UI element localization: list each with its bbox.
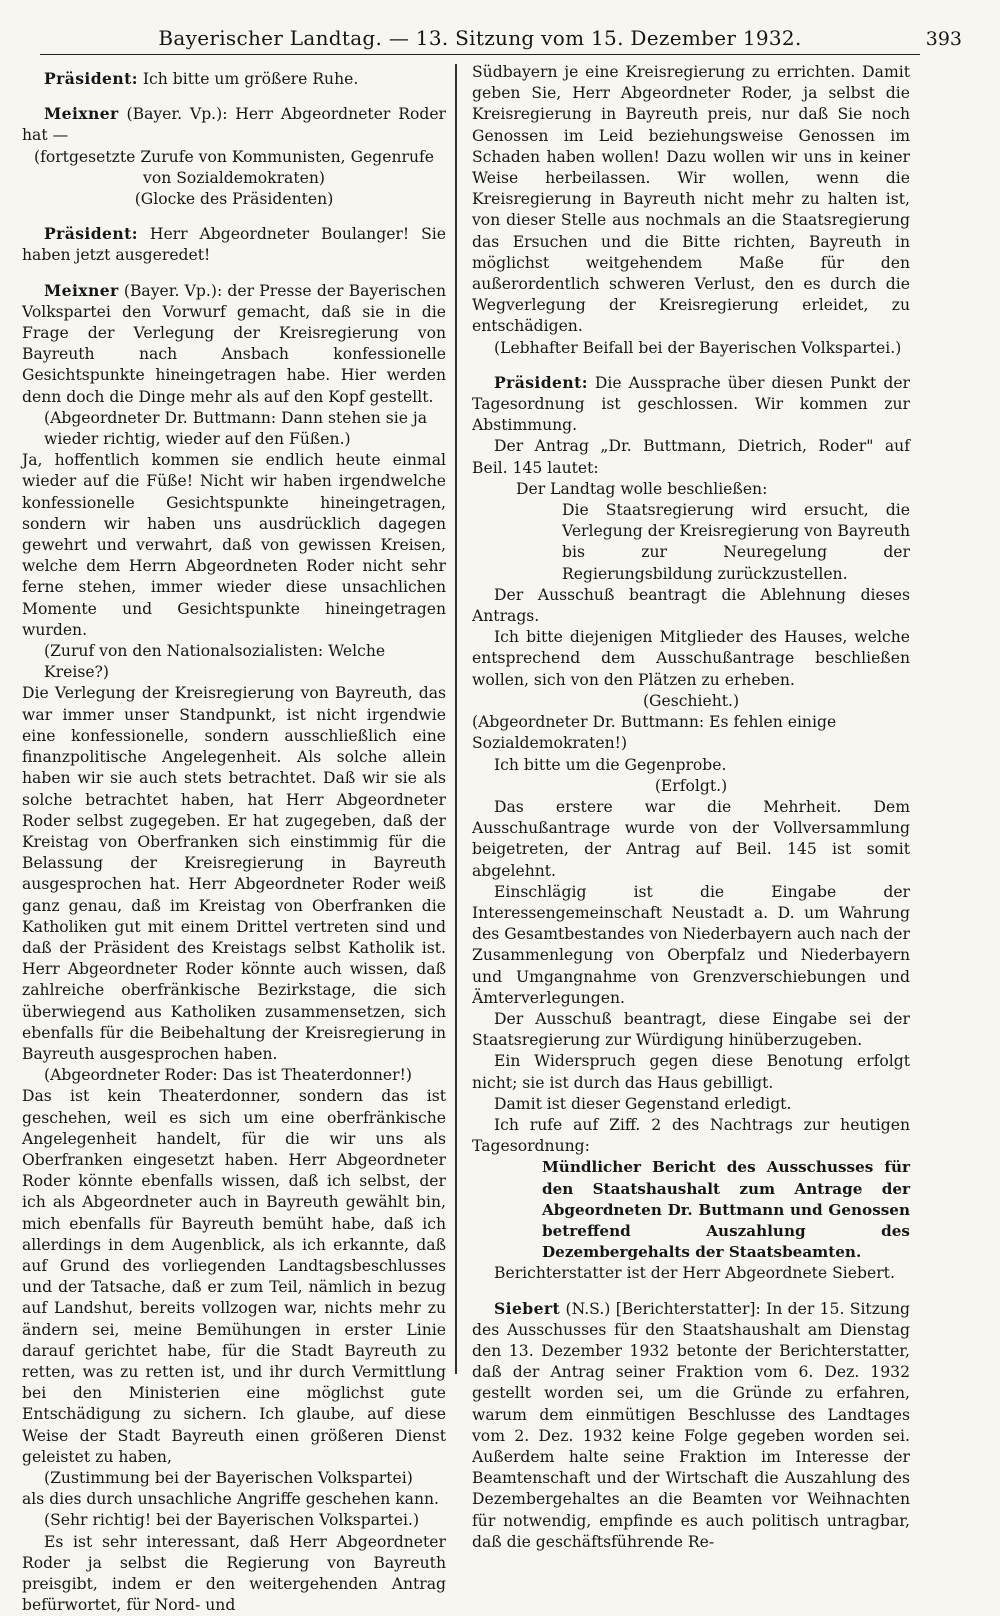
interjection: (Erfolgt.): [654, 776, 728, 795]
interjection: (Sehr richtig! bei der Bayerischen Volkspartei.): [44, 1511, 420, 1530]
paragraph: Ich rufe auf Ziff. 2 des Nachtrags zur heutigen Tagesordnung:: [472, 1115, 910, 1156]
speech-text: (N.S.) [Berichterstatter]: In der 15. Sitzung des Ausschusses für den Staatshaushalt am Dienstag den 13. Dezember 1932 betonte der Berichterstatter, daß der Antrag seiner Fraktion vom 6. Dez. 1932 gestellt worden sei, um die Gründe zu erfahren, warum dem einmütigen Beschlusse des Landtages vom 2. Dez. 1932 keine Folge gegeben worden sei. Außerdem halte seine Fraktion im Interesse der Beamtenschaft und der Wirtschaft die Auszahlung des Dezembergehaltes an die Beamten vor Weihnachten für notwendig, empfinde es auch politisch untragbar, daß die geschäftsführende Re-: [472, 1299, 910, 1551]
left-column: [22, 62, 446, 1616]
interjection: (Abgeordneter Dr. Buttmann: Es fehlen einige Sozialdemokraten!): [472, 713, 837, 753]
interjection: (Lebhafter Beifall bei der Bayerischen Volkspartei.): [494, 338, 902, 357]
paragraph: [22, 68, 446, 90]
paragraph: Der Landtag wolle beschließen:: [516, 479, 768, 498]
interjection: (fortgesetzte Zurufe von Kommunisten, Gegenrufe von Sozialdemokraten): [33, 147, 435, 187]
interjection: (Geschieht.): [642, 691, 740, 710]
paragraph: Ja, hoffentlich kommen sie endlich heute einmal wieder auf die Füße! Nicht wir haben irgendwelche konfessionelle Gesichtspunkte hineingetragen, sondern wir haben uns ausdrücklich dagegen gewehrt und verwahrt, daß von gewissen Kreisen, welche dem Herrn Abgeordneten Roder nicht sehr ferne stehen, immer wieder diese unsachlichen Momente und Gesichtspunkte hineingetragen wurden.: [22, 451, 446, 639]
page-number: 393: [925, 28, 962, 50]
column-divider: [455, 64, 457, 1374]
running-title: Bayerischer Landtag. — 13. Sitzung vom 15. Dezember 1932.: [158, 26, 802, 50]
right-column: [472, 62, 910, 1553]
paragraph: Das erstere war die Mehrheit. Dem Ausschußantrage wurde von der Vollversammlung beigetreten, der Antrag auf Beil. 145 ist somit abgelehnt.: [472, 797, 910, 880]
paragraph: Der Ausschuß beantragt die Ablehnung dieses Antrags.: [472, 585, 910, 626]
speaker-name: Präsident:: [44, 224, 138, 244]
motion-text: Die Staatsregierung wird ersucht, die Verlegung der Kreisregierung von Bayreuth bis zur Neuregelung der Regierungsbildung zurückzustellen.: [562, 501, 910, 583]
paragraph: Einschlägig ist die Eingabe der Interessengemeinschaft Neustadt a. D. um Wahrung des Gesamtbestandes von Niederbayern auch nach der Zusammenlegung von Oberpfalz und Niederbayern und Umgangnahme von Grenzverschiebungen und Ämterverlegungen.: [472, 882, 910, 1007]
paragraph: Der Antrag „Dr. Buttmann, Dietrich, Roder" auf Beil. 145 lautet:: [472, 437, 910, 477]
interjection: (Abgeordneter Dr. Buttmann: Dann stehen sie ja wieder richtig, wieder auf den Füßen.): [44, 408, 428, 449]
paragraph: [22, 280, 446, 408]
paragraph: Es ist sehr interessant, daß Herr Abgeordneter Roder ja selbst die Regierung von Bayreuth preisgibt, indem er den weitergehenden Antrag befürwortet, für Nord- und: [22, 1532, 446, 1615]
paragraph: [472, 372, 910, 437]
speaker-name: Präsident:: [494, 372, 588, 392]
paragraph: [472, 1298, 910, 1553]
agenda-item-title: Mündlicher Bericht des Ausschusses für den Staatshaushalt zum Antrage der Abgeordneten Dr. Buttmann und Genossen betreffend Auszahlung des Dezembergehalts der Staatsbeamten.: [542, 1158, 910, 1262]
speaker-name: Meixner: [44, 104, 119, 124]
paragraph: Damit ist dieser Gegenstand erledigt.: [494, 1094, 792, 1113]
paragraph: Ich bitte diejenigen Mitglieder des Hauses, welche entsprechend dem Ausschußantrage beschließen wollen, sich von den Plätzen zu erheben.: [472, 628, 910, 689]
speech-text: Die Aussprache über diesen Punkt der Tagesordnung ist geschlossen. Wir kommen zur Abstimmung.: [472, 373, 910, 435]
paragraph: Südbayern je eine Kreisregierung zu errichten. Damit geben Sie, Herr Abgeordneter Roder, ja selbst die Kreisregierung in Bayreuth preis, nur daß Sie noch Genossen im Leid beziehungsweise Genossen im Schaden haben wollen! Dazu wollen wir uns in keiner Weise herbeilassen. Wir wollen, wenn die Kreisregierung in Bayreuth nicht mehr zu halten ist, von dieser Stelle aus nochmals an die Staatsregierung das Ersuchen und die Bitte richten, Bayreuth in möglichst weitgehendem Maße für den außerordentlich schweren Verlust, den es durch die Wegverlegung der Kreisregierung erleidet, zu entschädigen.: [472, 63, 910, 336]
paragraph: Das ist kein Theaterdonner, sondern das ist geschehen, weil es sich um eine oberfränkische Angelegenheit handelt, für die wir uns als Oberfranken eingesetzt haben. Herr Abgeordneter Roder könnte ebenfalls wissen, daß ich selbst, der ich als Abgeordneter auch in Bayreuth gewählt bin, mich ebenfalls für Bayreuth bemüht habe, daß ich allerdings in dem Augenblick, als ich erkannte, daß auf Grund des vorliegenden Landtagsbeschlusses und der Tatsache, daß er zum Teil, nämlich in bezug auf Landshut, bereits vollzogen war, nichts mehr zu ändern sei, meine Bemühungen in erster Linie darauf gerichtet habe, für die Stadt Bayreuth zu retten, was zu retten ist, und ihr durch Vermittlung bei den Ministerien eine möglichst gute Entschädigung zu sichern. Ich glaube, auf diese Weise der Stadt Bayreuth einen größeren Dienst geleistet zu haben,: [22, 1087, 446, 1466]
paragraph: als dies durch unsachliche Angriffe geschehen kann.: [22, 1490, 439, 1509]
speaker-name: Meixner: [44, 280, 119, 300]
running-header: [40, 24, 962, 55]
interjection: (Glocke des Präsidenten): [134, 190, 334, 209]
speech-text: (Bayer. Vp.): Herr Abgeordneter Roder hat —: [22, 105, 446, 145]
paragraph: Ich bitte um die Gegenprobe.: [494, 755, 727, 774]
interjection: (Abgeordneter Roder: Das ist Theaterdonner!): [44, 1066, 412, 1085]
interjection: (Zuruf von den Nationalsozialisten: Welche Kreise?): [44, 642, 386, 682]
paragraph: Der Ausschuß beantragt, diese Eingabe sei der Staatsregierung zur Würdigung hinüberzugeben.: [472, 1009, 910, 1050]
speaker-name: Siebert: [494, 1298, 561, 1318]
paragraph: [22, 223, 446, 266]
speech-text: Herr Abgeordneter Boulanger! Sie haben jetzt ausgeredet!: [22, 225, 446, 265]
paragraph: Ein Widerspruch gegen diese Benotung erfolgt nicht; sie ist durch das Haus gebilligt.: [472, 1052, 910, 1092]
paragraph: [22, 103, 446, 146]
speech-text: Ich bitte um größere Ruhe.: [142, 70, 359, 88]
interjection: (Zustimmung bei der Bayerischen Volkspartei): [44, 1469, 413, 1487]
paragraph: Berichterstatter ist der Herr Abgeordnete Siebert.: [494, 1264, 895, 1283]
speech-text: (Bayer. Vp.): der Presse der Bayerischen Volkspartei den Vorwurf gemacht, daß sie in die Frage der Verlegung der Kreisregierung von Bayreuth nach Ansbach konfessionelle Gesichtspunkte hineingetragen habe. Hier werden denn doch die Dinge mehr als auf den Kopf gestellt.: [22, 281, 446, 406]
speaker-name: Präsident:: [44, 69, 138, 88]
paragraph: Die Verlegung der Kreisregierung von Bayreuth, das war immer unser Standpunkt, ist nicht irgendwie eine konfessionelle, sondern ausschließlich eine finanzpolitische Angelegenheit. Als solche allein haben wir sie auch stets betrachtet. Daß wir sie als solche betrachtet haben, hat Herr Abgeordneter Roder selbst zugegeben. Er hat zugegeben, daß der Kreistag von Oberfranken sich einstimmig für die Belassung der Kreisregierung in Bayreuth ausgesprochen hat. Herr Abgeordneter Roder weiß ganz genau, daß im Kreistag von Oberfranken die Katholiken gut mit einem Drittel vertreten sind und daß der Präsident des Kreistags selbst Katholik ist. Herr Abgeordneter Roder könnte auch wissen, daß zahlreiche oberfränkische Bezirkstage, die sich überwiegend aus Katholiken zusammensetzen, sich ebenfalls für die Beibehaltung der Kreisregierung in Bayreuth ausgesprochen haben.: [22, 684, 446, 1063]
